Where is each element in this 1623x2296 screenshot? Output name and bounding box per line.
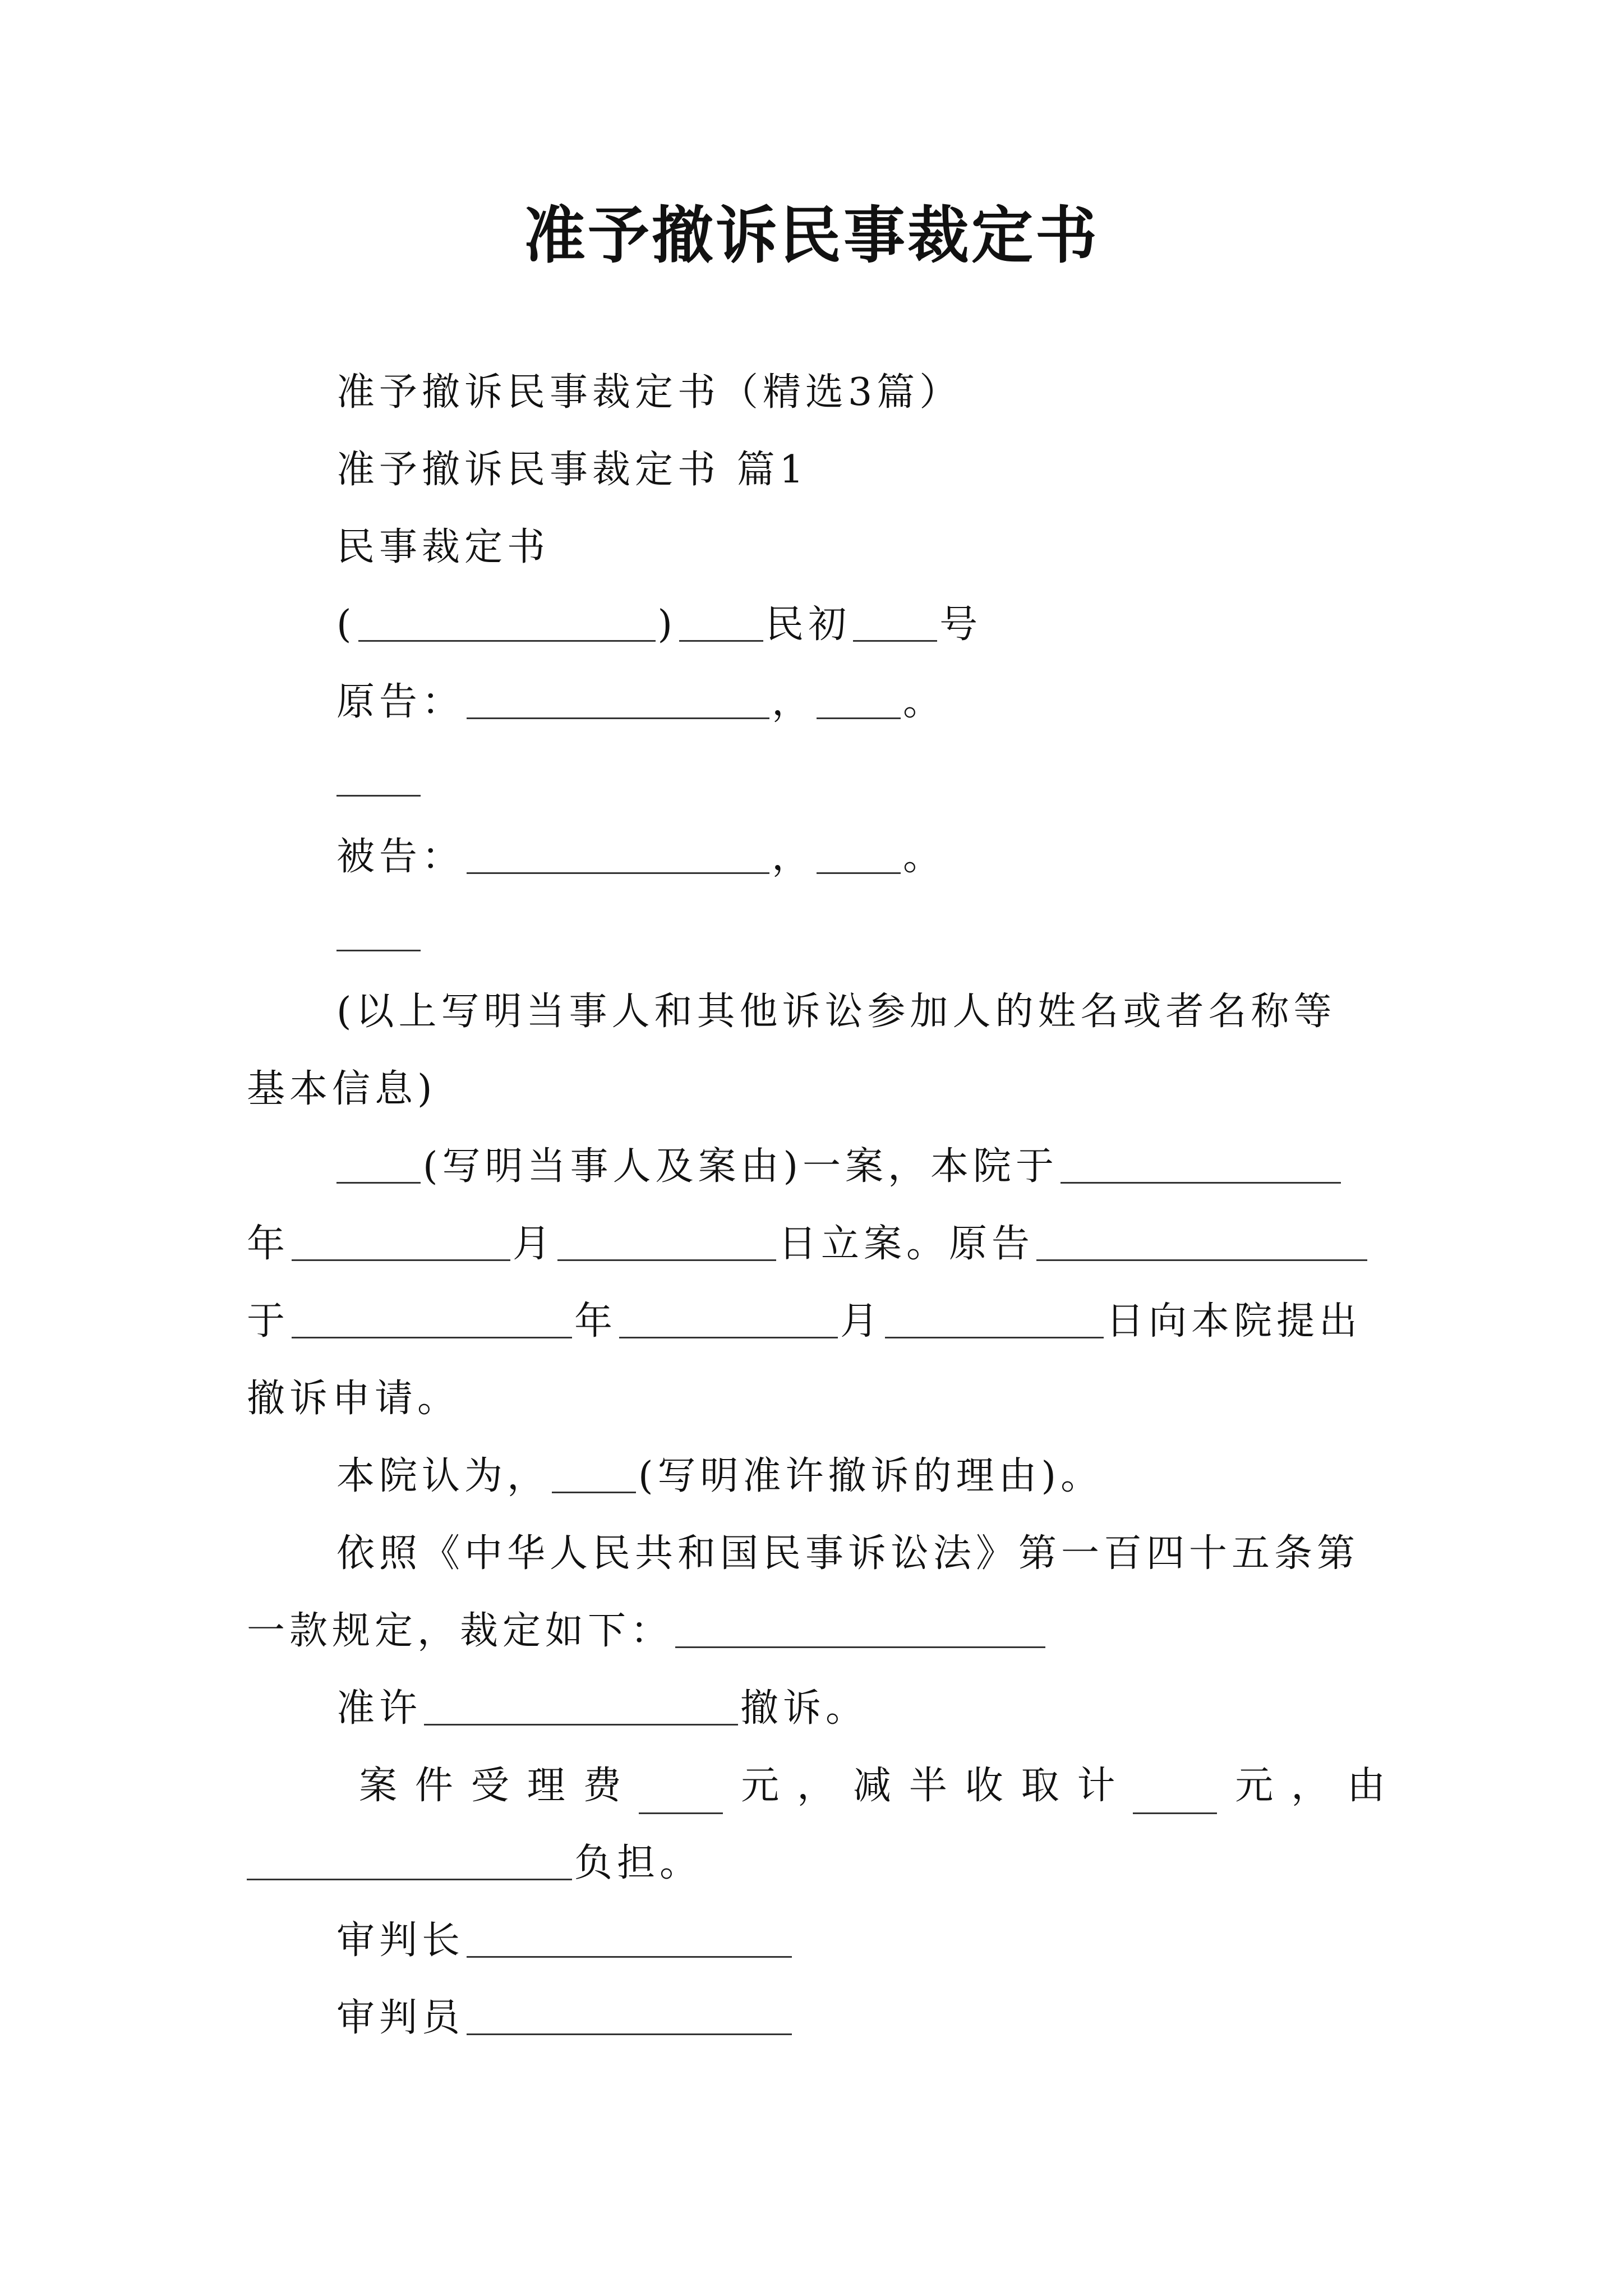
court-opinion-line: 本院认为， (写明准许撤诉的理由)。 xyxy=(336,1448,1103,1504)
fee-line: 案 件 受 理 费 元 ， 减 半 收 取 计 元 ， 由 xyxy=(359,1758,1385,1814)
blank-day xyxy=(885,1297,1104,1338)
blank-plaintiff xyxy=(1036,1220,1367,1261)
blank-plaintiff-name xyxy=(467,678,769,719)
blank-plaintiff-info xyxy=(817,678,901,719)
chief-judge-line: 审判长 xyxy=(336,1913,794,1969)
blank-defendant-name xyxy=(467,833,769,874)
permit-line: 准许 撤诉。 xyxy=(336,1681,868,1737)
subtitle-line: 准予撤诉民事裁定书（精选3篇） xyxy=(336,370,962,415)
blank-fee xyxy=(639,1773,723,1814)
blank-parties xyxy=(336,1143,421,1184)
bear-line: 负担。 xyxy=(247,1835,702,1892)
blank-line-2 xyxy=(336,907,423,963)
blank-month xyxy=(292,1220,510,1261)
blank-day xyxy=(557,1220,776,1261)
case-number-line: ( ) 民初 号 xyxy=(336,597,982,653)
note-line-1: (以上写明当事人和其他诉讼参加人的姓名或者名称等 xyxy=(336,990,1336,1034)
note-line-2: 基本信息) xyxy=(247,1067,437,1111)
blank-date-full xyxy=(1061,1143,1341,1184)
blank-court xyxy=(358,601,656,642)
blank-bearer xyxy=(247,1839,572,1880)
blank-chief-judge xyxy=(467,1917,792,1958)
blank-standalone xyxy=(336,756,421,797)
blank-year xyxy=(292,1297,572,1338)
law-line-1: 依照《中华人民共和国民事诉讼法》第一百四十五条第 xyxy=(336,1531,1360,1576)
doc-type-line: 民事裁定书 xyxy=(336,525,550,569)
judge-line: 审判员 xyxy=(336,1990,794,2046)
blank-defendant-info xyxy=(817,833,901,874)
blank-judge xyxy=(467,1994,792,2035)
defendant-line: 被告： ， 。 xyxy=(336,829,946,885)
document-title: 准予撤诉民事裁定书 xyxy=(524,199,1099,272)
blank-reason xyxy=(552,1452,636,1493)
law-line-2: 一款规定，裁定如下： xyxy=(247,1603,1048,1659)
blank-line-1 xyxy=(336,752,423,808)
blank-standalone xyxy=(336,910,421,951)
case-line-2: 年 月 日立案。原告 xyxy=(247,1216,1370,1272)
blank-ruling xyxy=(675,1607,1045,1648)
blank-year xyxy=(679,601,763,642)
plaintiff-line: 原告： ， 。 xyxy=(336,674,946,730)
blank-month xyxy=(619,1297,838,1338)
case-line-3: 于 年 月 日向本院提出 xyxy=(247,1294,1362,1350)
case-line-1: (写明当事人及案由)一案，本院于 xyxy=(336,1139,1343,1195)
blank-half-fee xyxy=(1133,1773,1217,1814)
blank-party xyxy=(424,1685,738,1726)
case-line-4: 撤诉申请。 xyxy=(247,1377,460,1421)
blank-number xyxy=(853,601,937,642)
section-heading: 准予撤诉民事裁定书 篇1 xyxy=(336,448,808,492)
